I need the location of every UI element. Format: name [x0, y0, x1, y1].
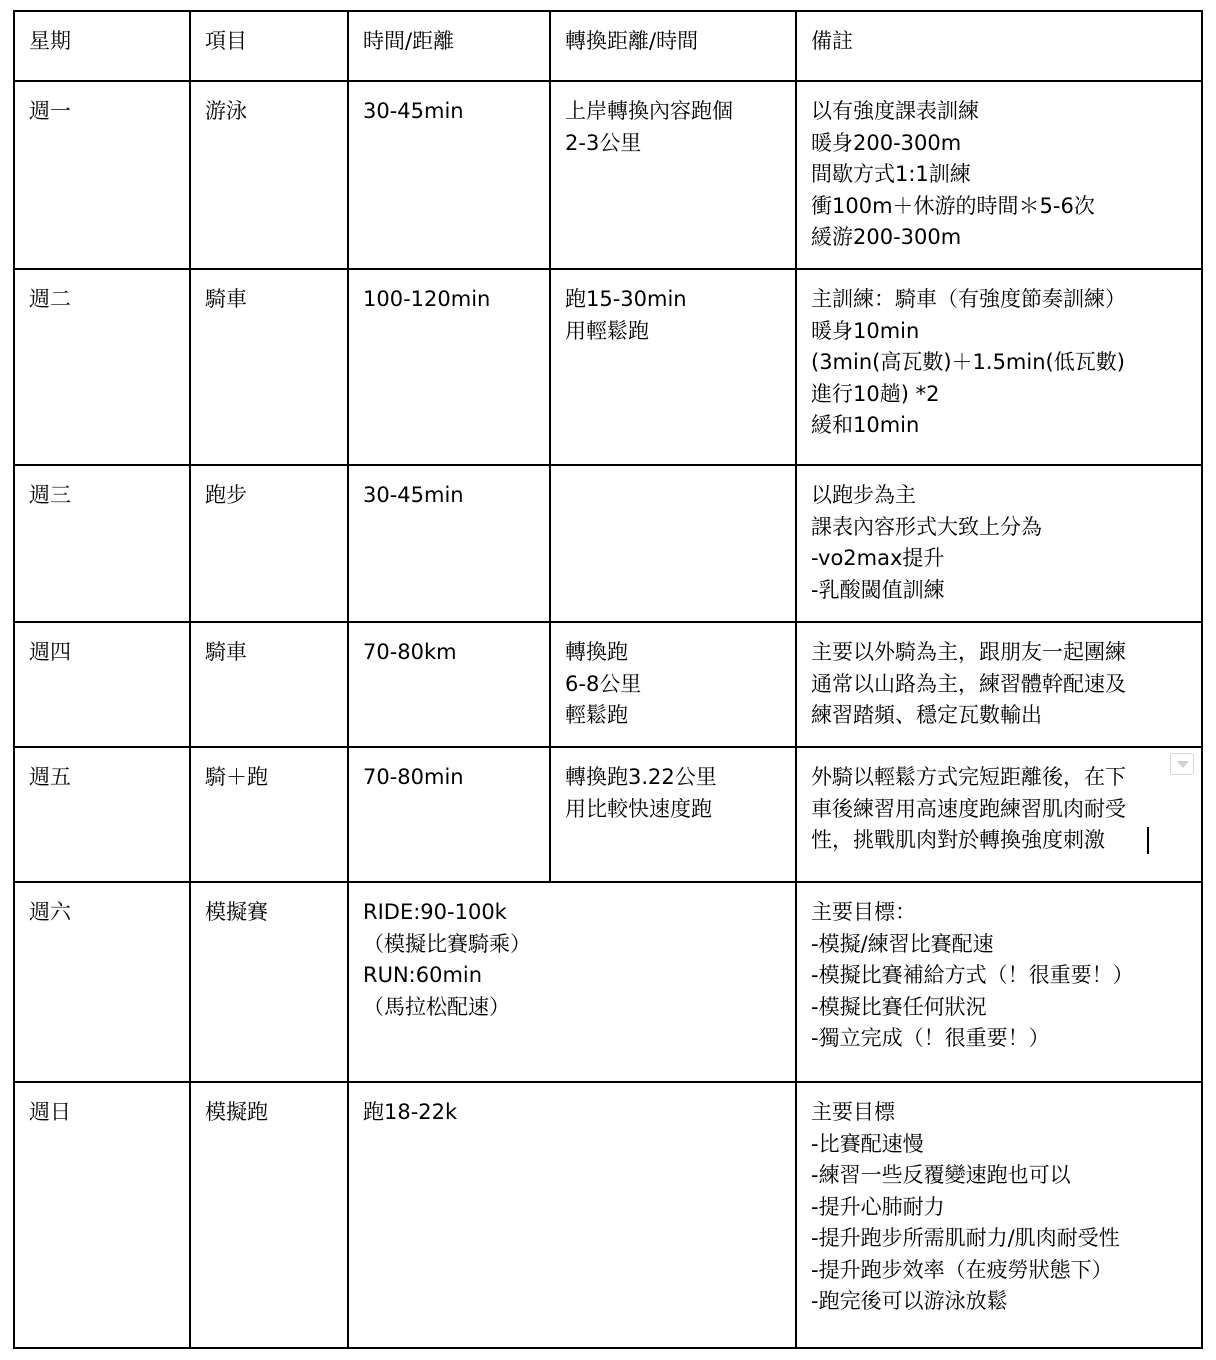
- cell-time-distance[interactable]: [348, 747, 550, 882]
- table-row-wednesday: [14, 465, 1202, 622]
- cell-notes[interactable]: [796, 747, 1202, 882]
- table-row-sunday: [14, 1082, 1202, 1348]
- cell-item[interactable]: 模擬賽: [190, 882, 348, 1082]
- table-row-friday: [14, 747, 1202, 882]
- cell-line: 主要目標: [811, 1100, 895, 1124]
- cell-line: 以有強度課表訓練: [811, 99, 979, 123]
- header-cell-transition[interactable]: 轉換距離/時間: [550, 11, 796, 81]
- cell-line: 主訓練：騎車（有強度節奏訓練）: [811, 287, 1126, 311]
- cell-item[interactable]: 模擬跑: [190, 1082, 348, 1348]
- cell-item[interactable]: 騎車: [190, 269, 348, 465]
- cell-line: -乳酸閾值訓練: [811, 577, 945, 602]
- cell-transition[interactable]: [550, 622, 796, 747]
- cell-line: 外騎以輕鬆方式完短距離後，在下: [811, 765, 1126, 789]
- cell-notes[interactable]: [796, 269, 1202, 465]
- cell-notes[interactable]: [796, 465, 1202, 622]
- cell-line: 間歇方式1:1訓練: [811, 162, 971, 186]
- table-row-tuesday: [14, 269, 1202, 465]
- cell-time-distance[interactable]: [348, 81, 550, 269]
- text-cursor: [1147, 827, 1149, 854]
- cell-item[interactable]: 騎車: [190, 622, 348, 747]
- cell-transition[interactable]: [550, 747, 796, 882]
- cell-line: RIDE:90-100k: [363, 900, 507, 924]
- cell-line: -提升跑步效率（在疲勞狀態下）: [811, 1257, 1113, 1282]
- header-cell-time-distance[interactable]: 時間/距離: [348, 11, 550, 81]
- cell-notes[interactable]: [796, 622, 1202, 747]
- cell-line: 跑15-30min: [565, 287, 687, 311]
- cell-dropdown-arrow-icon[interactable]: [1170, 753, 1194, 775]
- cell-notes[interactable]: [796, 1082, 1202, 1348]
- cell-line: 70-80min: [363, 765, 464, 789]
- cell-line: 練習踏頻、穩定瓦數輸出: [811, 703, 1042, 727]
- cell-time-distance[interactable]: [348, 465, 550, 622]
- header-cell-day[interactable]: 星期: [14, 11, 190, 81]
- cell-time-distance[interactable]: [348, 622, 550, 747]
- cell-line: 轉換跑3.22公里: [565, 765, 717, 789]
- cell-line: -vo2max提升: [811, 546, 945, 570]
- cell-line: 通常以山路為主，練習體幹配速及: [811, 671, 1126, 696]
- cell-day[interactable]: 週四: [14, 622, 190, 747]
- cell-line: -模擬比賽補給方式（！很重要！）: [811, 963, 1134, 987]
- cell-time-distance-merged[interactable]: [348, 1082, 796, 1348]
- cell-day[interactable]: 週五: [14, 747, 190, 882]
- cell-line: 車後練習用高速度跑練習肌肉耐受: [811, 796, 1126, 821]
- cell-line: -提升跑步所需肌耐力/肌肉耐受性: [811, 1226, 1120, 1250]
- cell-line: RUN:60min: [363, 963, 483, 987]
- cell-day[interactable]: 週日: [14, 1082, 190, 1348]
- cell-line: -獨立完成（！很重要！）: [811, 1026, 1050, 1050]
- cell-line: -模擬/練習比賽配速: [811, 931, 994, 956]
- table-row-monday: [14, 81, 1202, 269]
- cell-line: 緩游200-300m: [811, 225, 962, 249]
- header-cell-item[interactable]: 項目: [190, 11, 348, 81]
- cell-line: -比賽配速慢: [811, 1131, 924, 1156]
- header-cell-notes[interactable]: 備註: [796, 11, 1202, 81]
- table-row-saturday: [14, 882, 1202, 1082]
- cell-line: (3min(高瓦數)＋1.5min(低瓦數): [811, 350, 1125, 374]
- cell-transition[interactable]: [550, 465, 796, 622]
- cell-line: 70-80km: [363, 640, 457, 664]
- cell-line: 緩和10min: [811, 413, 920, 437]
- cell-day[interactable]: 週六: [14, 882, 190, 1082]
- cell-line: 主要以外騎為主，跟朋友一起團練: [811, 640, 1126, 664]
- cell-line: -提升心肺耐力: [811, 1194, 945, 1219]
- cell-day[interactable]: 週二: [14, 269, 190, 465]
- cell-line: 30-45min: [363, 483, 464, 507]
- cell-line: 30-45min: [363, 99, 464, 123]
- cell-line: 課表內容形式大致上分為: [811, 514, 1042, 539]
- cell-notes[interactable]: [796, 81, 1202, 269]
- cell-transition[interactable]: [550, 81, 796, 269]
- cell-item[interactable]: 跑步: [190, 465, 348, 622]
- cell-line: 衝100m＋休游的時間＊5-6次: [811, 193, 1095, 218]
- cell-line: （模擬比賽騎乘）: [363, 931, 531, 956]
- cell-line: （馬拉松配速）: [363, 994, 510, 1019]
- training-schedule-table: [13, 10, 1203, 1349]
- cell-line: 性，挑戰肌肉對於轉換強度刺激: [811, 828, 1105, 852]
- cell-line: 6-8公里: [565, 671, 642, 696]
- cell-line: 用比較快速度跑: [565, 796, 712, 821]
- cell-line: 主要目標：: [811, 900, 916, 924]
- cell-item[interactable]: 游泳: [190, 81, 348, 269]
- cell-transition[interactable]: [550, 269, 796, 465]
- cell-notes[interactable]: [796, 882, 1202, 1082]
- cell-item[interactable]: 騎＋跑: [190, 747, 348, 882]
- cell-line: 100-120min: [363, 287, 491, 311]
- header-row: [14, 11, 1202, 81]
- cell-time-distance[interactable]: [348, 269, 550, 465]
- cell-line: -跑完後可以游泳放鬆: [811, 1289, 1008, 1313]
- cell-time-distance-merged[interactable]: [348, 882, 796, 1082]
- cell-line: 暖身200-300m: [811, 130, 962, 155]
- cell-line: -練習一些反覆變速跑也可以: [811, 1163, 1071, 1187]
- table-row-thursday: [14, 622, 1202, 747]
- cell-line: 暖身10min: [811, 318, 920, 343]
- cell-day[interactable]: 週三: [14, 465, 190, 622]
- cell-line: 輕鬆跑: [565, 703, 628, 727]
- cell-day[interactable]: 週一: [14, 81, 190, 269]
- cell-line: 轉換跑: [565, 640, 628, 664]
- cell-line: 用輕鬆跑: [565, 318, 649, 343]
- cell-line: 以跑步為主: [811, 483, 916, 507]
- cell-line: -模擬比賽任何狀況: [811, 994, 987, 1019]
- cell-line: 進行10趟) *2: [811, 381, 940, 406]
- cell-line: 2-3公里: [565, 130, 642, 155]
- cell-line: 上岸轉換內容跑個: [565, 99, 733, 123]
- cell-line: 跑18-22k: [363, 1100, 458, 1124]
